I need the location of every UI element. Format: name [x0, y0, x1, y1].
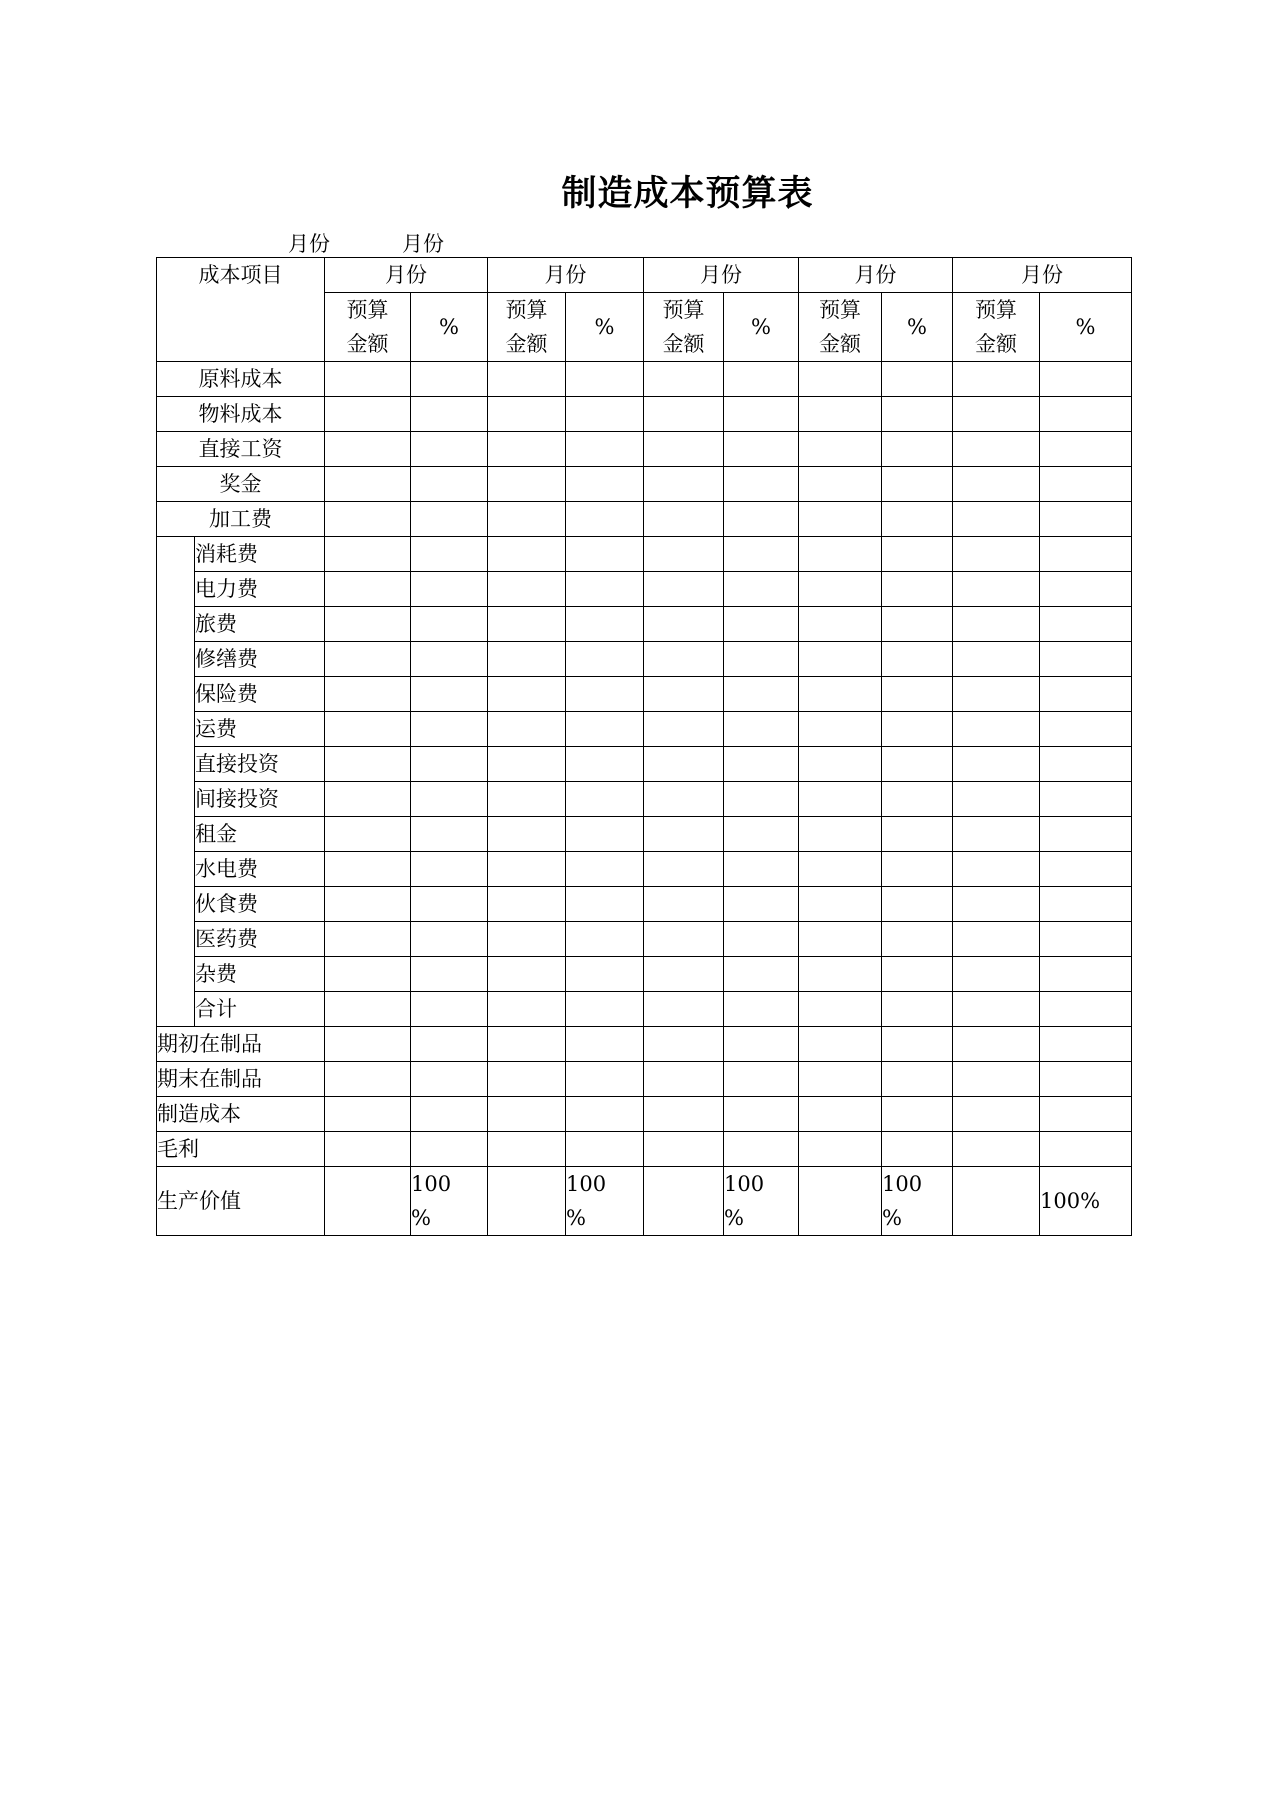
table-row [157, 572, 1132, 607]
row-label: 期初在制品 [157, 1027, 325, 1062]
table-row [157, 782, 1132, 817]
percent-header: % [1040, 293, 1132, 362]
row-label: 杂费 [195, 957, 325, 992]
row-label: 生产价值 [157, 1167, 325, 1236]
budget-amount-header: 预算 金额 [644, 293, 724, 362]
row-label: 水电费 [195, 852, 325, 887]
production-value-percent: 100 % [882, 1167, 953, 1236]
production-value-percent: 100% [1040, 1167, 1132, 1236]
row-label: 合计 [195, 992, 325, 1027]
table-row [157, 1132, 1132, 1167]
budget-amount-header: 预算 金额 [953, 293, 1040, 362]
row-label: 伙食费 [195, 887, 325, 922]
budget-amount-header: 预算 金额 [325, 293, 411, 362]
table-row [157, 362, 1132, 397]
row-label: 期末在制品 [157, 1062, 325, 1097]
row-label: 旅费 [195, 607, 325, 642]
table-row [157, 887, 1132, 922]
row-label: 原料成本 [157, 362, 325, 397]
table-row [157, 1027, 1132, 1062]
row-label: 奖金 [157, 467, 325, 502]
table-row [157, 1167, 1132, 1236]
row-label: 直接投资 [195, 747, 325, 782]
row-label: 租金 [195, 817, 325, 852]
month-header-1: 月份 [325, 258, 488, 293]
row-label: 修缮费 [195, 642, 325, 677]
table-row [157, 537, 1132, 572]
table-row [157, 1097, 1132, 1132]
percent-header: % [411, 293, 488, 362]
table-row [157, 852, 1132, 887]
percent-header: % [566, 293, 644, 362]
row-label: 间接投资 [195, 782, 325, 817]
row-label: 制造成本 [157, 1097, 325, 1132]
production-value-percent: 100 % [566, 1167, 644, 1236]
period-from-label: 月份 [288, 232, 330, 256]
month-header-4: 月份 [799, 258, 953, 293]
row-label: 运费 [195, 712, 325, 747]
sub-item-group-indent [157, 537, 195, 1027]
cost-budget-table [156, 257, 1132, 1236]
table-row [157, 817, 1132, 852]
table-row [157, 1062, 1132, 1097]
cost-item-header: 成本项目 [157, 258, 325, 362]
table-row [157, 957, 1132, 992]
row-label: 直接工资 [157, 432, 325, 467]
month-header-2: 月份 [488, 258, 644, 293]
table-row [157, 502, 1132, 537]
table-row [157, 607, 1132, 642]
production-value-percent: 100 % [411, 1167, 488, 1236]
table-row [157, 712, 1132, 747]
row-label: 加工费 [157, 502, 325, 537]
row-label: 医药费 [195, 922, 325, 957]
table-row [157, 747, 1132, 782]
month-header-3: 月份 [644, 258, 799, 293]
month-header-5: 月份 [953, 258, 1132, 293]
page-title: 制造成本预算表 [561, 174, 814, 214]
table-row [157, 432, 1132, 467]
percent-header: % [724, 293, 799, 362]
budget-amount-header: 预算 金额 [488, 293, 566, 362]
period-to-label: 月份 [402, 232, 444, 256]
table-row [157, 397, 1132, 432]
table-row [157, 677, 1132, 712]
row-label: 物料成本 [157, 397, 325, 432]
production-value-percent: 100 % [724, 1167, 799, 1236]
table-row [157, 922, 1132, 957]
row-label: 保险费 [195, 677, 325, 712]
header-row-months [157, 258, 1132, 293]
row-label: 消耗费 [195, 537, 325, 572]
row-label: 毛利 [157, 1132, 325, 1167]
table-row [157, 642, 1132, 677]
table-row [157, 992, 1132, 1027]
table-row [157, 467, 1132, 502]
row-label: 电力费 [195, 572, 325, 607]
budget-amount-header: 预算 金额 [799, 293, 882, 362]
percent-header: % [882, 293, 953, 362]
